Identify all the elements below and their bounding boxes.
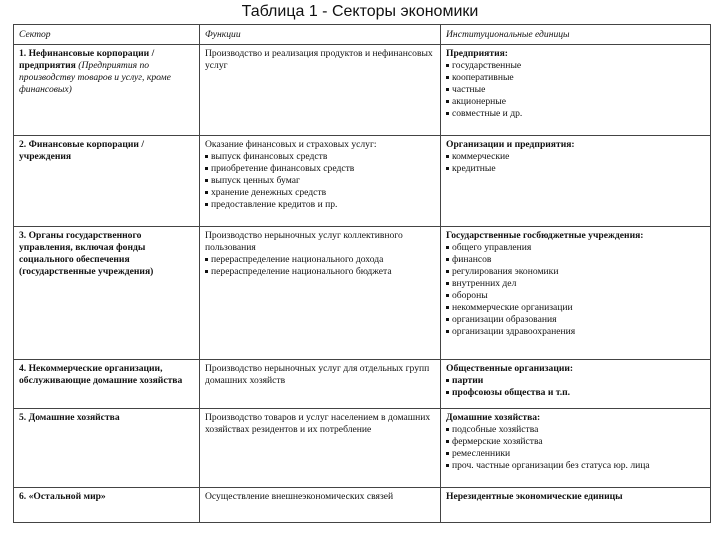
list-item: регулирования экономики: [446, 266, 705, 278]
header-functions: Функции: [200, 25, 441, 45]
list-item: кооперативные: [446, 72, 705, 84]
list-item: партии: [446, 375, 705, 387]
table-header-row: [14, 25, 711, 45]
list-item: фермерские хозяйства: [446, 436, 705, 448]
list-item: финансов: [446, 254, 705, 266]
units-list: [446, 375, 705, 399]
units-list: [446, 60, 705, 120]
list-item: совместные и др.: [446, 108, 705, 120]
list-item: профсоюзы общества и т.п.: [446, 387, 705, 399]
page-title: Таблица 1 - Секторы экономики: [241, 3, 479, 20]
functions-text: Производство нерыночных услуг коллективного пользования: [205, 230, 403, 253]
list-item: государственные: [446, 60, 705, 72]
units-title: Предприятия:: [446, 48, 508, 59]
functions-text: Производство товаров и услуг населением в домашних хозяйствах резидентов и их потребление: [205, 412, 431, 435]
table-row: [14, 45, 711, 136]
sector-cell: [14, 227, 200, 360]
units-cell: [441, 488, 711, 523]
list-item: кредитные: [446, 163, 705, 175]
sector-name: 6. «Остальной мир»: [19, 491, 106, 502]
functions-list: [205, 254, 435, 278]
sector-note: (Предприятия по производству товаров и услуг, кроме финансовых): [19, 60, 171, 95]
sector-cell: [14, 360, 200, 409]
list-item: ремесленники: [446, 448, 705, 460]
units-list: [446, 151, 705, 175]
sectors-table: [13, 24, 711, 523]
header-units: Институциональные единицы: [441, 25, 711, 45]
units-list: [446, 424, 705, 472]
list-item: перераспределение национального бюджета: [205, 266, 435, 278]
sector-name: 3. Органы государственного управления, включая фонды социального обеспечения (государственные учреждения): [19, 230, 154, 277]
units-cell: [441, 136, 711, 227]
functions-text: Производство и реализация продуктов и нефинансовых услуг: [205, 48, 433, 71]
units-cell: [441, 409, 711, 488]
list-item: хранение денежных средств: [205, 187, 435, 199]
functions-text: Осуществление внешнеэкономических связей: [205, 491, 394, 502]
sector-name: 5. Домашние хозяйства: [19, 412, 120, 423]
units-list: [446, 242, 705, 338]
list-item: подсобные хозяйства: [446, 424, 705, 436]
functions-cell: [200, 136, 441, 227]
functions-text: Производство нерыночных услуг для отдельных групп домашних хозяйств: [205, 363, 430, 386]
functions-cell: [200, 360, 441, 409]
list-item: выпуск ценных бумаг: [205, 175, 435, 187]
units-cell: [441, 227, 711, 360]
table-row: [14, 409, 711, 488]
table-row: [14, 360, 711, 409]
table-row: [14, 227, 711, 360]
sector-cell: [14, 136, 200, 227]
units-title: Общественные организации:: [446, 363, 574, 374]
list-item: внутренних дел: [446, 278, 705, 290]
functions-cell: [200, 227, 441, 360]
functions-cell: [200, 45, 441, 136]
functions-text: Оказание финансовых и страховых услуг:: [205, 139, 377, 150]
list-item: проч. частные организации без статуса юр. лица: [446, 460, 705, 472]
sector-cell: [14, 45, 200, 136]
units-title: Государственные госбюджетные учреждения:: [446, 230, 644, 241]
header-sector: Сектор: [14, 25, 200, 45]
list-item: общего управления: [446, 242, 705, 254]
units-cell: [441, 45, 711, 136]
units-title: Нерезидентные экономические единицы: [446, 491, 623, 502]
sector-name: 2. Финансовые корпорации / учреждения: [19, 139, 144, 162]
units-title: Домашние хозяйства:: [446, 412, 541, 423]
sector-cell: [14, 488, 200, 523]
list-item: организации образования: [446, 314, 705, 326]
units-cell: [441, 360, 711, 409]
functions-list: [205, 151, 435, 211]
list-item: приобретение финансовых средств: [205, 163, 435, 175]
table-row: [14, 136, 711, 227]
list-item: выпуск финансовых средств: [205, 151, 435, 163]
functions-cell: [200, 409, 441, 488]
list-item: перераспределение национального дохода: [205, 254, 435, 266]
list-item: некоммерческие организации: [446, 302, 705, 314]
sector-cell: [14, 409, 200, 488]
functions-cell: [200, 488, 441, 523]
list-item: предоставление кредитов и пр.: [205, 199, 435, 211]
list-item: коммерческие: [446, 151, 705, 163]
list-item: организации здравоохранения: [446, 326, 705, 338]
table-row: [14, 488, 711, 523]
sector-name: 1. Нефинансовые корпорации / предприятия: [19, 48, 155, 71]
list-item: акционерные: [446, 96, 705, 108]
sector-name: 4. Некоммерческие организации, обслуживающие домашние хозяйства: [19, 363, 183, 386]
units-title: Организации и предприятия:: [446, 139, 575, 150]
list-item: обороны: [446, 290, 705, 302]
list-item: частные: [446, 84, 705, 96]
